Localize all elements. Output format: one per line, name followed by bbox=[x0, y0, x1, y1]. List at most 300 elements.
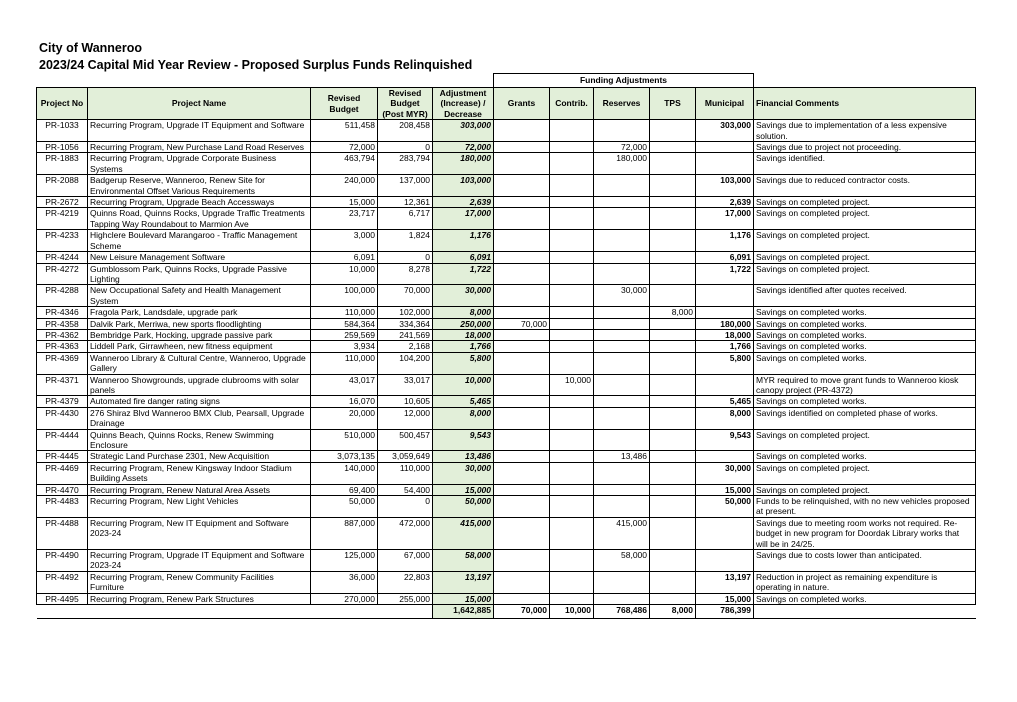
grants-cell bbox=[494, 571, 550, 593]
reserves-cell bbox=[594, 352, 650, 374]
revised-budget-post-cell: 334,364 bbox=[378, 318, 433, 329]
adjustment-cell: 303,000 bbox=[433, 120, 494, 142]
table-row bbox=[37, 484, 976, 495]
revised-budget-post-cell: 241,569 bbox=[378, 329, 433, 340]
project-name-cell: Dalvik Park, Merriwa, new sports floodlighting bbox=[88, 318, 311, 329]
funding-adjustments-header: Funding Adjustments bbox=[494, 74, 754, 88]
project-no-cell: PR-4371 bbox=[37, 374, 88, 396]
grants-cell bbox=[494, 263, 550, 285]
financial-comment-cell: Savings identified after quotes received. bbox=[754, 285, 976, 307]
revised-budget-cell: 36,000 bbox=[311, 571, 378, 593]
municipal-cell bbox=[696, 307, 754, 318]
revised-budget-cell: 72,000 bbox=[311, 142, 378, 153]
reserves-cell bbox=[594, 571, 650, 593]
total-adjustment: 1,642,885 bbox=[433, 605, 494, 619]
project-no-cell: PR-4288 bbox=[37, 285, 88, 307]
revised-budget-cell: 270,000 bbox=[311, 593, 378, 604]
adjustment-cell: 13,486 bbox=[433, 451, 494, 462]
adjustment-cell: 30,000 bbox=[433, 285, 494, 307]
project-no-cell: PR-4488 bbox=[37, 517, 88, 549]
grants-cell bbox=[494, 230, 550, 252]
project-no-cell: PR-4490 bbox=[37, 550, 88, 572]
financial-comment-cell: Funds to be relinquished, with no new vehicles proposed at present. bbox=[754, 496, 976, 518]
project-name-cell: New Occupational Safety and Health Management System bbox=[88, 285, 311, 307]
document-title: City of Wanneroo bbox=[39, 41, 143, 55]
project-no-cell: PR-1056 bbox=[37, 142, 88, 153]
header-revised-budget: Revised Budget bbox=[311, 88, 378, 120]
table-row bbox=[37, 208, 976, 230]
municipal-cell: 50,000 bbox=[696, 496, 754, 518]
table-row bbox=[37, 550, 976, 572]
adjustment-cell: 50,000 bbox=[433, 496, 494, 518]
contrib-cell bbox=[550, 197, 594, 208]
revised-budget-cell: 511,458 bbox=[311, 120, 378, 142]
total-grants: 70,000 bbox=[494, 605, 550, 619]
adjustment-cell: 5,465 bbox=[433, 396, 494, 407]
adjustment-cell: 15,000 bbox=[433, 484, 494, 495]
reserves-cell: 415,000 bbox=[594, 517, 650, 549]
reserves-cell: 58,000 bbox=[594, 550, 650, 572]
header-adjustment: Adjustment (Increase) / Decrease bbox=[433, 88, 494, 120]
tps-cell bbox=[650, 593, 696, 604]
revised-budget-post-cell: 500,457 bbox=[378, 429, 433, 451]
municipal-cell: 6,091 bbox=[696, 252, 754, 263]
adjustment-cell: 30,000 bbox=[433, 462, 494, 484]
municipal-cell bbox=[696, 153, 754, 175]
table-row bbox=[37, 307, 976, 318]
adjustment-cell: 1,176 bbox=[433, 230, 494, 252]
project-no-cell: PR-4362 bbox=[37, 329, 88, 340]
project-name-cell: Highclere Boulevard Marangaroo - Traffic Management Scheme bbox=[88, 230, 311, 252]
revised-budget-post-cell: 137,000 bbox=[378, 175, 433, 197]
adjustment-cell: 1,722 bbox=[433, 263, 494, 285]
adjustment-cell: 18,000 bbox=[433, 329, 494, 340]
project-no-cell: PR-4358 bbox=[37, 318, 88, 329]
grants-cell bbox=[494, 374, 550, 396]
revised-budget-post-cell: 0 bbox=[378, 496, 433, 518]
financial-comment-cell: Savings identified on completed phase of works. bbox=[754, 407, 976, 429]
revised-budget-post-cell: 472,000 bbox=[378, 517, 433, 549]
municipal-cell: 8,000 bbox=[696, 407, 754, 429]
revised-budget-cell: 463,794 bbox=[311, 153, 378, 175]
financial-comment-cell: Savings due to costs lower than anticipated. bbox=[754, 550, 976, 572]
project-name-cell: Recurring Program, Renew Community Facilities Furniture bbox=[88, 571, 311, 593]
grants-cell bbox=[494, 285, 550, 307]
table-row bbox=[37, 593, 976, 604]
tps-cell bbox=[650, 230, 696, 252]
adjustment-cell: 180,000 bbox=[433, 153, 494, 175]
tps-cell bbox=[650, 285, 696, 307]
tps-cell bbox=[650, 341, 696, 352]
financial-comment-cell: Savings on completed works. bbox=[754, 352, 976, 374]
totals-spacer-right bbox=[754, 605, 976, 619]
tps-cell bbox=[650, 252, 696, 263]
project-no-cell: PR-4470 bbox=[37, 484, 88, 495]
project-name-cell: Recurring Program, Upgrade Corporate Business Systems bbox=[88, 153, 311, 175]
table-row bbox=[37, 252, 976, 263]
document-subtitle: 2023/24 Capital Mid Year Review - Proposed Surplus Funds Relinquished bbox=[39, 58, 473, 72]
contrib-cell bbox=[550, 230, 594, 252]
revised-budget-cell: 110,000 bbox=[311, 307, 378, 318]
project-name-cell: Recurring Program, Renew Natural Area Assets bbox=[88, 484, 311, 495]
revised-budget-cell: 100,000 bbox=[311, 285, 378, 307]
revised-budget-cell: 50,000 bbox=[311, 496, 378, 518]
municipal-cell: 5,800 bbox=[696, 352, 754, 374]
municipal-cell bbox=[696, 451, 754, 462]
tps-cell bbox=[650, 429, 696, 451]
project-name-cell: Wanneroo Library & Cultural Centre, Wanneroo, Upgrade Gallery bbox=[88, 352, 311, 374]
contrib-cell bbox=[550, 484, 594, 495]
adjustment-cell: 10,000 bbox=[433, 374, 494, 396]
table-row bbox=[37, 120, 976, 142]
table-header-row bbox=[37, 88, 976, 120]
table-row bbox=[37, 462, 976, 484]
reserves-cell bbox=[594, 341, 650, 352]
contrib-cell bbox=[550, 307, 594, 318]
grants-cell bbox=[494, 341, 550, 352]
grants-cell bbox=[494, 484, 550, 495]
reserves-cell bbox=[594, 407, 650, 429]
tps-cell bbox=[650, 208, 696, 230]
reserves-cell bbox=[594, 318, 650, 329]
reserves-cell: 180,000 bbox=[594, 153, 650, 175]
revised-budget-post-cell: 54,400 bbox=[378, 484, 433, 495]
project-name-cell: Recurring Program, Upgrade IT Equipment and Software bbox=[88, 120, 311, 142]
grants-cell bbox=[494, 593, 550, 604]
reserves-cell bbox=[594, 120, 650, 142]
project-no-cell: PR-4495 bbox=[37, 593, 88, 604]
table-row bbox=[37, 396, 976, 407]
revised-budget-cell: 3,073,135 bbox=[311, 451, 378, 462]
project-no-cell: PR-4469 bbox=[37, 462, 88, 484]
project-no-cell: PR-4483 bbox=[37, 496, 88, 518]
reserves-cell bbox=[594, 175, 650, 197]
revised-budget-post-cell: 208,458 bbox=[378, 120, 433, 142]
contrib-cell bbox=[550, 550, 594, 572]
project-name-cell: Recurring Program, Renew Kingsway Indoor Stadium Building Assets bbox=[88, 462, 311, 484]
reserves-cell bbox=[594, 429, 650, 451]
surplus-funds-table bbox=[36, 73, 976, 619]
financial-comment-cell: Savings on completed works. bbox=[754, 593, 976, 604]
project-name-cell: New Leisure Management Software bbox=[88, 252, 311, 263]
project-no-cell: PR-1033 bbox=[37, 120, 88, 142]
tps-cell bbox=[650, 517, 696, 549]
reserves-cell: 13,486 bbox=[594, 451, 650, 462]
revised-budget-cell: 23,717 bbox=[311, 208, 378, 230]
project-name-cell: Recurring Program, New IT Equipment and Software 2023-24 bbox=[88, 517, 311, 549]
project-no-cell: PR-1883 bbox=[37, 153, 88, 175]
adjustment-cell: 6,091 bbox=[433, 252, 494, 263]
contrib-cell bbox=[550, 571, 594, 593]
contrib-cell bbox=[550, 517, 594, 549]
table-row bbox=[37, 263, 976, 285]
revised-budget-cell: 69,400 bbox=[311, 484, 378, 495]
revised-budget-cell: 240,000 bbox=[311, 175, 378, 197]
header-financial-comments: Financial Comments bbox=[754, 88, 976, 120]
tps-cell: 8,000 bbox=[650, 307, 696, 318]
project-no-cell: PR-4430 bbox=[37, 407, 88, 429]
revised-budget-post-cell: 33,017 bbox=[378, 374, 433, 396]
grants-cell bbox=[494, 120, 550, 142]
adjustment-cell: 9,543 bbox=[433, 429, 494, 451]
revised-budget-post-cell: 70,000 bbox=[378, 285, 433, 307]
grants-cell bbox=[494, 142, 550, 153]
reserves-cell bbox=[594, 263, 650, 285]
tps-cell bbox=[650, 407, 696, 429]
total-reserves: 768,486 bbox=[594, 605, 650, 619]
header-municipal: Municipal bbox=[696, 88, 754, 120]
table-row bbox=[37, 230, 976, 252]
grants-cell bbox=[494, 329, 550, 340]
grants-cell bbox=[494, 153, 550, 175]
reserves-cell bbox=[594, 396, 650, 407]
project-name-cell: Recurring Program, New Light Vehicles bbox=[88, 496, 311, 518]
municipal-cell: 17,000 bbox=[696, 208, 754, 230]
contrib-cell bbox=[550, 120, 594, 142]
project-no-cell: PR-4272 bbox=[37, 263, 88, 285]
project-no-cell: PR-4219 bbox=[37, 208, 88, 230]
financial-comment-cell: Savings on completed project. bbox=[754, 208, 976, 230]
reserves-cell bbox=[594, 593, 650, 604]
reserves-cell bbox=[594, 329, 650, 340]
project-no-cell: PR-4492 bbox=[37, 571, 88, 593]
revised-budget-post-cell: 6,717 bbox=[378, 208, 433, 230]
grants-cell bbox=[494, 451, 550, 462]
adjustment-cell: 72,000 bbox=[433, 142, 494, 153]
project-no-cell: PR-4369 bbox=[37, 352, 88, 374]
grants-cell bbox=[494, 252, 550, 263]
reserves-cell bbox=[594, 230, 650, 252]
grants-cell bbox=[494, 197, 550, 208]
municipal-cell: 5,465 bbox=[696, 396, 754, 407]
grants-cell: 70,000 bbox=[494, 318, 550, 329]
table-row bbox=[37, 407, 976, 429]
contrib-cell bbox=[550, 496, 594, 518]
contrib-cell bbox=[550, 252, 594, 263]
adjustment-cell: 13,197 bbox=[433, 571, 494, 593]
grants-cell bbox=[494, 307, 550, 318]
totals-row bbox=[37, 605, 976, 619]
contrib-cell bbox=[550, 462, 594, 484]
financial-comment-cell: Savings on completed project. bbox=[754, 462, 976, 484]
project-no-cell: PR-4379 bbox=[37, 396, 88, 407]
financial-comment-cell: Savings on completed works. bbox=[754, 396, 976, 407]
contrib-cell bbox=[550, 407, 594, 429]
tps-cell bbox=[650, 329, 696, 340]
project-no-cell: PR-4363 bbox=[37, 341, 88, 352]
revised-budget-cell: 6,091 bbox=[311, 252, 378, 263]
revised-budget-cell: 584,364 bbox=[311, 318, 378, 329]
tps-cell bbox=[650, 451, 696, 462]
table-row bbox=[37, 175, 976, 197]
revised-budget-cell: 110,000 bbox=[311, 352, 378, 374]
grants-cell bbox=[494, 462, 550, 484]
revised-budget-cell: 140,000 bbox=[311, 462, 378, 484]
reserves-cell bbox=[594, 496, 650, 518]
tps-cell bbox=[650, 571, 696, 593]
financial-comment-cell: Savings on completed project. bbox=[754, 230, 976, 252]
table-row bbox=[37, 197, 976, 208]
financial-comment-cell: Savings due to reduced contractor costs. bbox=[754, 175, 976, 197]
municipal-cell: 303,000 bbox=[696, 120, 754, 142]
tps-cell bbox=[650, 374, 696, 396]
contrib-cell bbox=[550, 208, 594, 230]
tps-cell bbox=[650, 197, 696, 208]
financial-comment-cell: Savings due to meeting room works not required. Re-budget in new program for Doordak Library works that will be in 24/25. bbox=[754, 517, 976, 549]
adjustment-cell: 250,000 bbox=[433, 318, 494, 329]
contrib-cell bbox=[550, 593, 594, 604]
revised-budget-post-cell: 2,168 bbox=[378, 341, 433, 352]
contrib-cell bbox=[550, 451, 594, 462]
financial-comment-cell: Savings identified. bbox=[754, 153, 976, 175]
reserves-cell bbox=[594, 197, 650, 208]
tps-cell bbox=[650, 484, 696, 495]
grants-cell bbox=[494, 550, 550, 572]
total-contrib: 10,000 bbox=[550, 605, 594, 619]
revised-budget-cell: 15,000 bbox=[311, 197, 378, 208]
project-name-cell: Badgerup Reserve, Wanneroo, Renew Site for Environmental Offset Various Requirements bbox=[88, 175, 311, 197]
contrib-cell bbox=[550, 285, 594, 307]
header-project-no: Project No bbox=[37, 88, 88, 120]
municipal-cell: 1,176 bbox=[696, 230, 754, 252]
financial-comment-cell: MYR required to move grant funds to Wanneroo kiosk canopy project (PR-4372) bbox=[754, 374, 976, 396]
contrib-cell: 10,000 bbox=[550, 374, 594, 396]
financial-comment-cell: Reduction in project as remaining expenditure is operating in nature. bbox=[754, 571, 976, 593]
grants-cell bbox=[494, 496, 550, 518]
tps-cell bbox=[650, 550, 696, 572]
table-row bbox=[37, 571, 976, 593]
contrib-cell bbox=[550, 396, 594, 407]
revised-budget-cell: 3,000 bbox=[311, 230, 378, 252]
municipal-cell: 15,000 bbox=[696, 484, 754, 495]
financial-comment-cell: Savings on completed works. bbox=[754, 341, 976, 352]
grants-cell bbox=[494, 175, 550, 197]
municipal-cell bbox=[696, 517, 754, 549]
revised-budget-post-cell: 0 bbox=[378, 252, 433, 263]
municipal-cell: 180,000 bbox=[696, 318, 754, 329]
project-name-cell: Recurring Program, Upgrade Beach Accessways bbox=[88, 197, 311, 208]
table-row bbox=[37, 374, 976, 396]
project-no-cell: PR-4445 bbox=[37, 451, 88, 462]
reserves-cell: 72,000 bbox=[594, 142, 650, 153]
tps-cell bbox=[650, 396, 696, 407]
grants-cell bbox=[494, 429, 550, 451]
project-name-cell: Fragola Park, Landsdale, upgrade park bbox=[88, 307, 311, 318]
revised-budget-cell: 43,017 bbox=[311, 374, 378, 396]
table-row bbox=[37, 496, 976, 518]
contrib-cell bbox=[550, 153, 594, 175]
municipal-cell bbox=[696, 550, 754, 572]
municipal-cell: 18,000 bbox=[696, 329, 754, 340]
tps-cell bbox=[650, 120, 696, 142]
project-name-cell: Automated fire danger rating signs bbox=[88, 396, 311, 407]
revised-budget-post-cell: 255,000 bbox=[378, 593, 433, 604]
tps-cell bbox=[650, 153, 696, 175]
project-name-cell: Recurring Program, Upgrade IT Equipment and Software 2023-24 bbox=[88, 550, 311, 572]
project-name-cell: 276 Shiraz Blvd Wanneroo BMX Club, Pearsall, Upgrade Drainage bbox=[88, 407, 311, 429]
tps-cell bbox=[650, 352, 696, 374]
table-row bbox=[37, 352, 976, 374]
table-row bbox=[37, 153, 976, 175]
municipal-cell bbox=[696, 285, 754, 307]
reserves-cell bbox=[594, 307, 650, 318]
table-row bbox=[37, 517, 976, 549]
tps-cell bbox=[650, 175, 696, 197]
revised-budget-post-cell: 0 bbox=[378, 142, 433, 153]
reserves-cell bbox=[594, 208, 650, 230]
reserves-cell bbox=[594, 462, 650, 484]
municipal-cell: 1,722 bbox=[696, 263, 754, 285]
financial-comment-cell: Savings on completed works. bbox=[754, 318, 976, 329]
municipal-cell bbox=[696, 374, 754, 396]
revised-budget-post-cell: 22,803 bbox=[378, 571, 433, 593]
adjustment-cell: 15,000 bbox=[433, 593, 494, 604]
revised-budget-post-cell: 10,605 bbox=[378, 396, 433, 407]
revised-budget-post-cell: 110,000 bbox=[378, 462, 433, 484]
financial-comment-cell: Savings on completed works. bbox=[754, 451, 976, 462]
revised-budget-cell: 125,000 bbox=[311, 550, 378, 572]
revised-budget-cell: 887,000 bbox=[311, 517, 378, 549]
project-name-cell: Gumblossom Park, Quinns Rocks, Upgrade Passive Lighting bbox=[88, 263, 311, 285]
revised-budget-cell: 3,934 bbox=[311, 341, 378, 352]
table-row bbox=[37, 329, 976, 340]
project-no-cell: PR-4244 bbox=[37, 252, 88, 263]
municipal-cell: 9,543 bbox=[696, 429, 754, 451]
adjustment-cell: 1,766 bbox=[433, 341, 494, 352]
revised-budget-post-cell: 102,000 bbox=[378, 307, 433, 318]
tps-cell bbox=[650, 142, 696, 153]
header-project-name: Project Name bbox=[88, 88, 311, 120]
revised-budget-cell: 16,070 bbox=[311, 396, 378, 407]
reserves-cell bbox=[594, 484, 650, 495]
municipal-cell: 13,197 bbox=[696, 571, 754, 593]
grants-cell bbox=[494, 396, 550, 407]
header-grants: Grants bbox=[494, 88, 550, 120]
adjustment-cell: 17,000 bbox=[433, 208, 494, 230]
project-name-cell: Recurring Program, New Purchase Land Road Reserves bbox=[88, 142, 311, 153]
project-no-cell: PR-4346 bbox=[37, 307, 88, 318]
total-municipal: 786,399 bbox=[696, 605, 754, 619]
totals-spacer bbox=[37, 605, 433, 619]
project-name-cell: Quinns Beach, Quinns Rocks, Renew Swimming Enclosure bbox=[88, 429, 311, 451]
revised-budget-cell: 10,000 bbox=[311, 263, 378, 285]
contrib-cell bbox=[550, 318, 594, 329]
tps-cell bbox=[650, 318, 696, 329]
revised-budget-post-cell: 104,200 bbox=[378, 352, 433, 374]
financial-comment-cell: Savings on completed project. bbox=[754, 263, 976, 285]
financial-comment-cell: Savings due to implementation of a less expensive solution. bbox=[754, 120, 976, 142]
contrib-cell bbox=[550, 352, 594, 374]
project-name-cell: Wanneroo Showgrounds, upgrade clubrooms with solar panels bbox=[88, 374, 311, 396]
revised-budget-post-cell: 1,824 bbox=[378, 230, 433, 252]
revised-budget-post-cell: 67,000 bbox=[378, 550, 433, 572]
grants-cell bbox=[494, 352, 550, 374]
table-row bbox=[37, 451, 976, 462]
project-no-cell: PR-2088 bbox=[37, 175, 88, 197]
adjustment-cell: 8,000 bbox=[433, 407, 494, 429]
project-no-cell: PR-4444 bbox=[37, 429, 88, 451]
financial-comment-cell: Savings due to project not proceeding. bbox=[754, 142, 976, 153]
table-row bbox=[37, 142, 976, 153]
reserves-cell bbox=[594, 374, 650, 396]
financial-comment-cell: Savings on completed works. bbox=[754, 307, 976, 318]
financial-comment-cell: Savings on completed project. bbox=[754, 197, 976, 208]
municipal-cell: 1,766 bbox=[696, 341, 754, 352]
grants-cell bbox=[494, 407, 550, 429]
contrib-cell bbox=[550, 263, 594, 285]
adjustment-cell: 58,000 bbox=[433, 550, 494, 572]
header-reserves: Reserves bbox=[594, 88, 650, 120]
